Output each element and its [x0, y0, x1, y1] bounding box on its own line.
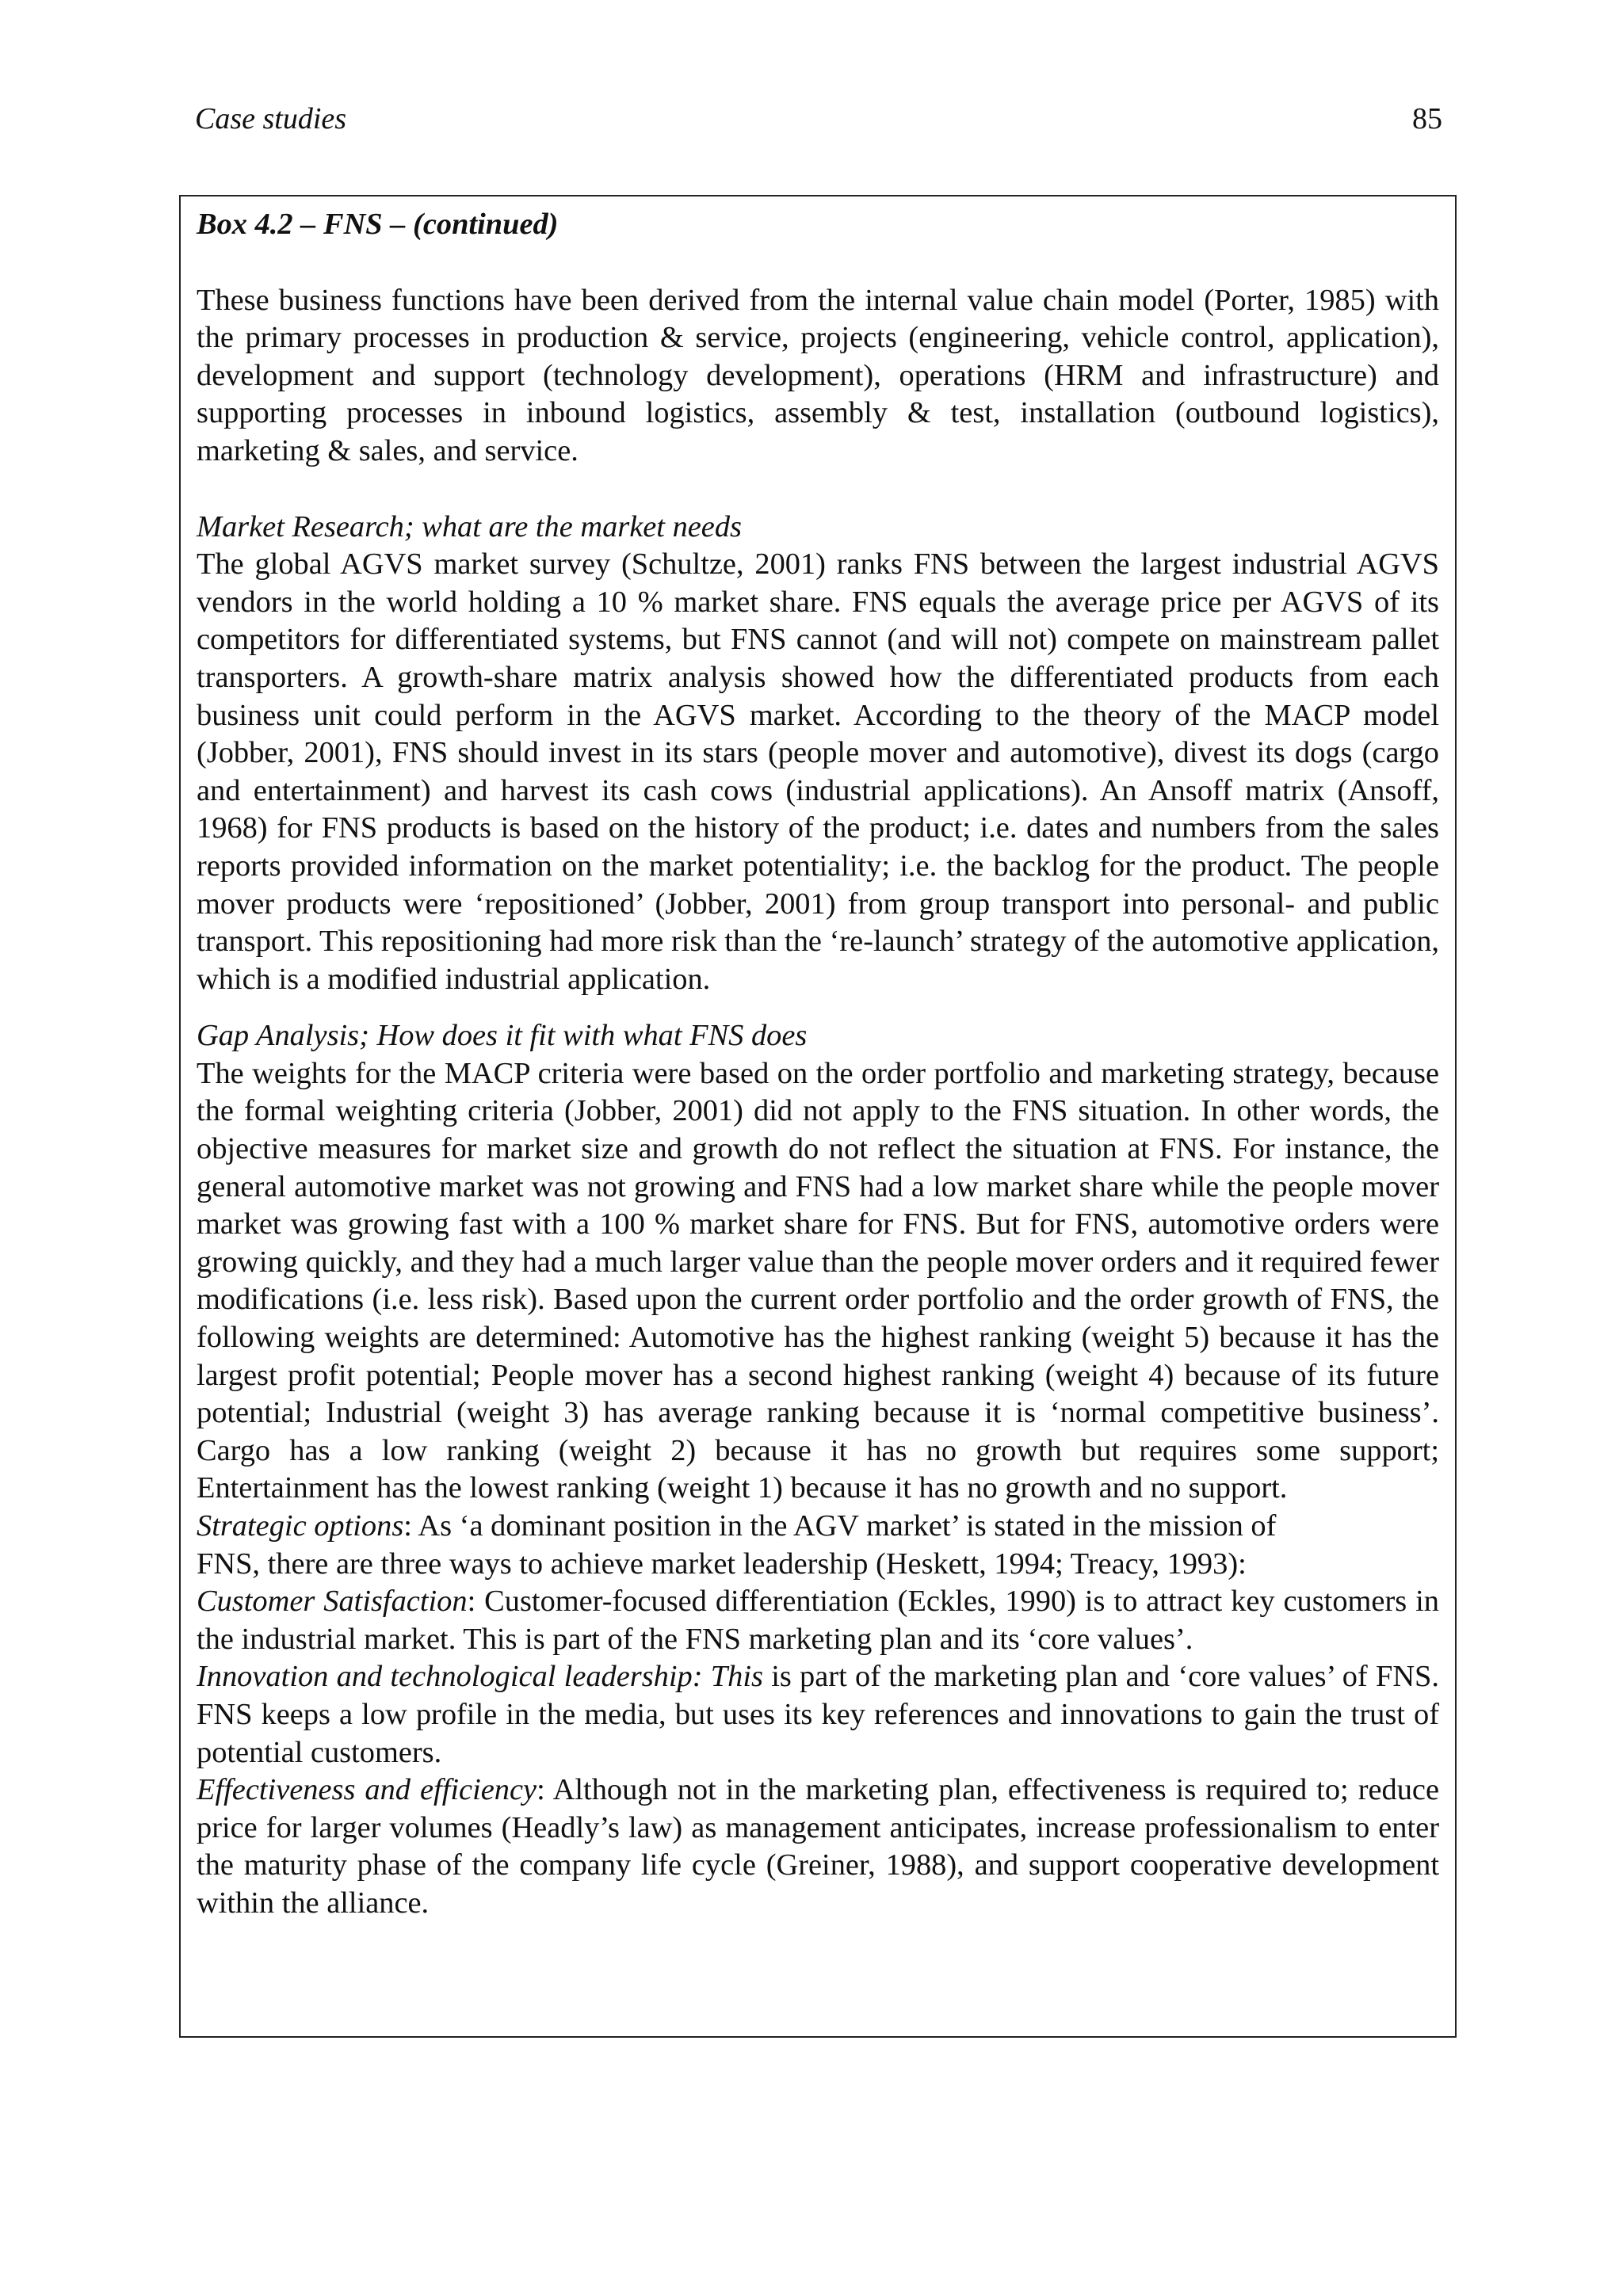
innovation-lead-this: : This	[692, 1660, 763, 1694]
innovation-lead: Innovation and technological leadership	[197, 1660, 693, 1694]
page-number: 85	[1412, 102, 1442, 135]
strategic-options-paragraph	[197, 1508, 1439, 1583]
running-header-title: Case studies	[195, 102, 347, 135]
market-research-paragraph: The global AGVS market survey (Schultze, 2001) ranks FNS between the largest industrial AGVS vendors in the world holding a 10 % market share. FNS equals the average price per AGVS of its competitors for differentiated systems, but FNS cannot (and will not) compete on mainstream pallet transporters. A growth-share matrix analysis showed how the differentiated products from each business unit could perform in the AGVS market. According to the theory of the MACP model (Jobber, 2001), FNS should invest in its stars (people mover and automotive), divest its dogs (cargo and entertainment) and harvest its cash cows (industrial applications). An Ansoff matrix (Ansoff, 1968) for FNS products is based on the history of the product; i.e. dates and numbers from the sales reports provided information on the market potentiality; i.e. the backlog for the product. The people mover products were ‘repositioned’ (Jobber, 2001) from group transport into personal- and public transport. This repositioning had more risk than the ‘re-launch’ strategy of the automotive application, which is a modified industrial application.	[197, 547, 1439, 996]
strategic-options-line2: FNS, there are three ways to achieve market leadership (Heskett, 1994; Treacy, 1993):	[197, 1547, 1247, 1581]
effectiveness-lead: Effectiveness and efficiency	[197, 1773, 537, 1807]
intro-paragraph: These business functions have been derived from the internal value chain model (Porter, 1985) with the primary processes in production & service, projects (engineering, vehicle control, application), development and support (technology development), operations (HRM and infrastructure) and supporting processes in inbound logistics, assembly & test, installation (outbound logistics), marketing & sales, and service.	[197, 283, 1439, 467]
case-study-box	[179, 195, 1457, 2038]
innovation-paragraph	[197, 1658, 1439, 1772]
customer-satisfaction-lead: Customer Satisfaction	[197, 1585, 468, 1619]
innovation-body: is part of the marketing plan and ‘core values’ of FNS. FNS keeps a low profile in the media, but uses its key references and innovations to gain the trust of potential customers.	[197, 1660, 1439, 1769]
strategic-options-lead: Strategic options	[197, 1509, 404, 1543]
customer-satisfaction-body: : Customer-focused differentiation (Eckles, 1990) is to attract key customers in the industrial market. This is part of the FNS marketing plan and its ‘core values’.	[197, 1585, 1439, 1656]
market-research-heading: Market Research; what are the market needs	[197, 509, 742, 543]
effectiveness-body: : Although not in the marketing plan, effectiveness is required to; reduce price for larger volumes (Headly’s law) as management anticipates, increase professionalism to enter the maturity phase of the company life cycle (Greiner, 1988), and support cooperative development within the alliance.	[197, 1773, 1439, 1920]
customer-satisfaction-paragraph	[197, 1583, 1439, 1658]
running-header	[195, 98, 1442, 139]
gap-analysis-paragraph: The weights for the MACP criteria were based on the order portfolio and marketing strategy, because the formal weighting criteria (Jobber, 2001) did not apply to the FNS situation. In other words, the objective measures for market size and growth do not reflect the situation at FNS. For instance, the general automotive market was not growing and FNS had a low market share while the people mover market was growing fast with a 100 % market share for FNS. But for FNS, automotive orders were growing quickly, and they had a much larger value than the people mover orders and it required fewer modifications (i.e. less risk). Based upon the current order portfolio and the order growth of FNS, the following weights are determined: Automotive has the highest ranking (weight 5) because it has the largest profit potential; People mover has a second highest ranking (weight 4) because of its future potential; Industrial (weight 3) has average ranking because it is ‘normal competitive business’. Cargo has a low ranking (weight 2) because it has no growth but requires some support; Entertainment has the lowest ranking (weight 1) because it has no growth and no support.	[197, 1056, 1439, 1505]
strategic-options-line1: : As ‘a dominant position in the AGV market’ is stated in the mission of	[403, 1509, 1277, 1543]
effectiveness-paragraph	[197, 1772, 1439, 1922]
gap-analysis-heading: Gap Analysis; How does it fit with what FNS does	[197, 1019, 808, 1053]
box-title: Box 4.2 – FNS – (continued)	[197, 208, 559, 241]
